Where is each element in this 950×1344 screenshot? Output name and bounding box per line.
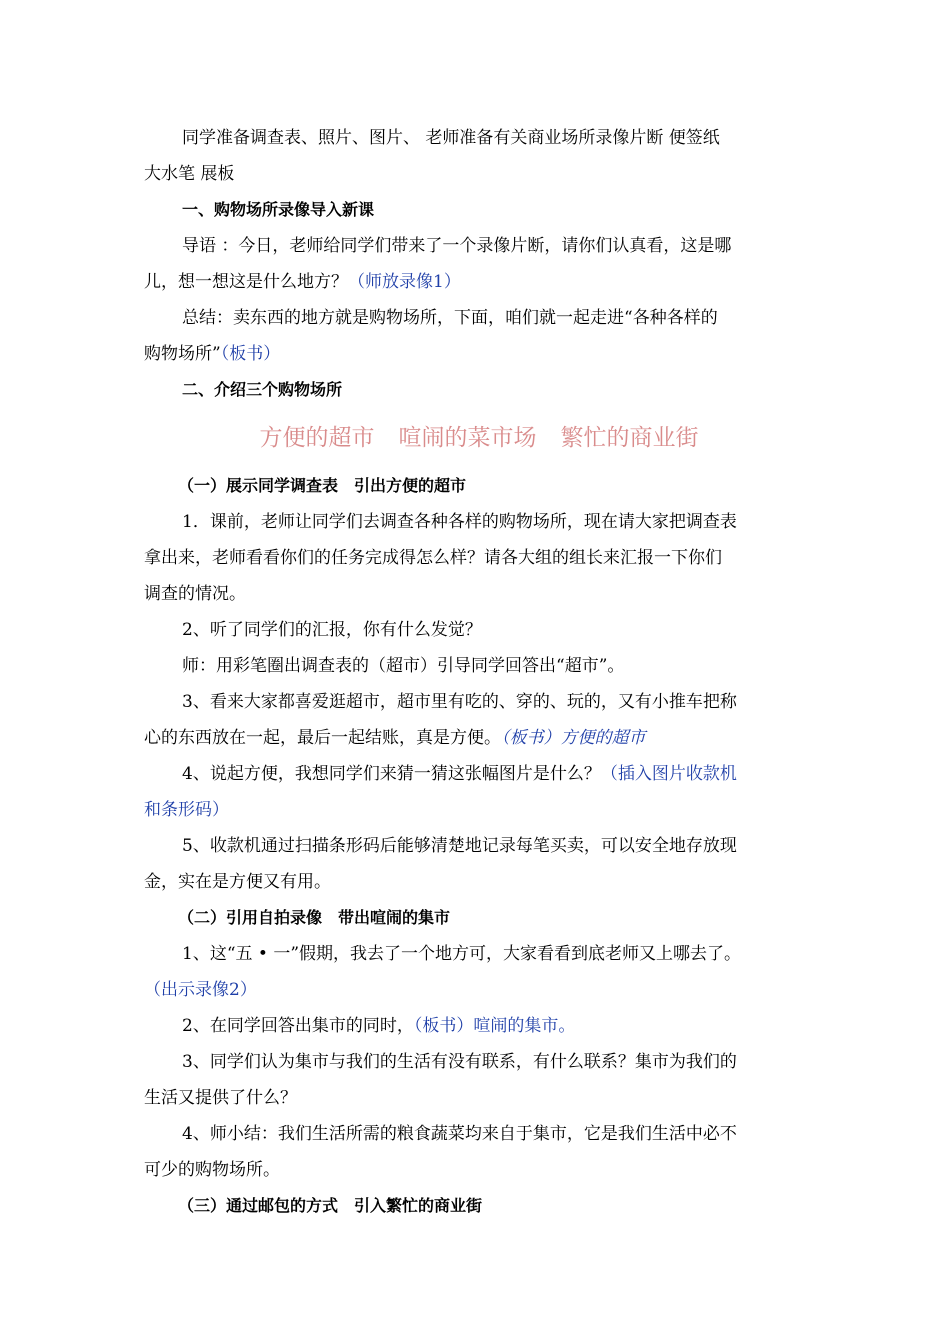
subsection-heading-3: （三）通过邮包的方式 引入繁忙的商业街 xyxy=(178,1196,483,1215)
summary-text: 购物场所” xyxy=(144,344,221,364)
s1-item1-line-2: 拿出来，老师看看你们的任务完成得怎么样？请各大组的组长来汇报一下你们 xyxy=(144,548,722,568)
s1-item3-note: （板书）方便的超市 xyxy=(501,728,646,748)
s1-item4-note: （插入图片收款机 xyxy=(600,764,737,784)
paragraph-materials-line-2: 大水笔 展板 xyxy=(144,164,235,184)
s1-item5-line-2: 金，实在是方便又有用。 xyxy=(144,872,331,892)
s1-item4-text: 4、说起方便，我想同学们来猜一猜这张幅图片是什么？ xyxy=(182,764,601,784)
s1-item2: 2、听了同学们的汇报，你有什么发觉？ xyxy=(182,620,482,640)
section-heading-1: 一、购物场所录像导入新课 xyxy=(182,200,375,219)
summary-line-1: 总结：卖东西的地方就是购物场所，下面，咱们就一起走进“各种各样的 xyxy=(182,308,718,328)
s1-item1-line-1: 1．课前，老师让同学们去调查各种各样的购物场所，现在请大家把调查表 xyxy=(182,512,737,532)
s2-item1-line-2: （出示录像2） xyxy=(144,980,257,1000)
board-title-banner xyxy=(144,408,814,468)
s2-item2-note: （板书）喧闹的集市 xyxy=(413,1016,559,1036)
banner-supermarket: 方便的超市 xyxy=(259,425,375,451)
s2-item4-line-1: 4、师小结：我们生活所需的粮食蔬菜均来自于集市，它是我们生活中必不 xyxy=(182,1124,737,1144)
s1-item4-line-1 xyxy=(144,756,814,792)
s2-item2-text: 2、在同学回答出集市的同时， xyxy=(182,1016,414,1036)
banner-market: 喧闹的菜市场 xyxy=(398,425,537,451)
s2-item2-end: 。 xyxy=(558,1016,576,1036)
banner-street: 繁忙的商业街 xyxy=(560,425,699,451)
s2-item2 xyxy=(144,1008,814,1044)
s1-item1-line-3: 调查的情况。 xyxy=(144,584,246,604)
s1-item3-line-1: 3、看来大家都喜爱逛超市，超市里有吃的、穿的、玩的，又有小推车把称 xyxy=(182,692,737,712)
s2-item3-line-2: 生活又提供了什么？ xyxy=(144,1088,297,1108)
intro-note: （师放录像1） xyxy=(348,272,461,292)
summary-line-2 xyxy=(144,336,814,372)
summary-note: （板书） xyxy=(220,344,281,364)
s2-item1-line-1: 1、这“五 • 一”假期，我去了一个地方可，大家看看到底老师又上哪去了。 xyxy=(182,944,742,964)
s1-item4-line-2: 和条形码） xyxy=(144,800,229,820)
paragraph-materials-line-1: 同学准备调查表、照片、图片、 老师准备有关商业场所录像片断 便签纸 xyxy=(182,128,720,148)
document-body xyxy=(144,120,814,1224)
s1-item3-text: 心的东西放在一起，最后一起结账，真是方便。 xyxy=(144,728,501,748)
intro-line-2 xyxy=(144,264,814,300)
subsection-heading-2: （二）引用自拍录像 带出喧闹的集市 xyxy=(178,908,451,927)
section-heading-2: 二、介绍三个购物场所 xyxy=(182,380,343,399)
intro-line-1: 导语 ：今日，老师给同学们带来了一个录像片断，请你们认真看，这是哪 xyxy=(182,236,732,256)
s1-item5-line-1: 5、收款机通过扫描条形码后能够清楚地记录每笔买卖，可以安全地存放现 xyxy=(182,836,737,856)
s2-item3-line-1: 3、同学们认为集市与我们的生活有没有联系，有什么联系？集市为我们的 xyxy=(182,1052,737,1072)
s1-item3-line-2 xyxy=(144,720,814,756)
subsection-heading-1: （一）展示同学调查表 引出方便的超市 xyxy=(178,476,467,495)
s1-teacher-note: 师：用彩笔圈出调查表的（超市）引导同学回答出“超市”。 xyxy=(182,656,625,676)
intro-text: 儿，想一想这是什么地方？ xyxy=(144,272,348,292)
s2-item4-line-2: 可少的购物场所。 xyxy=(144,1160,280,1180)
